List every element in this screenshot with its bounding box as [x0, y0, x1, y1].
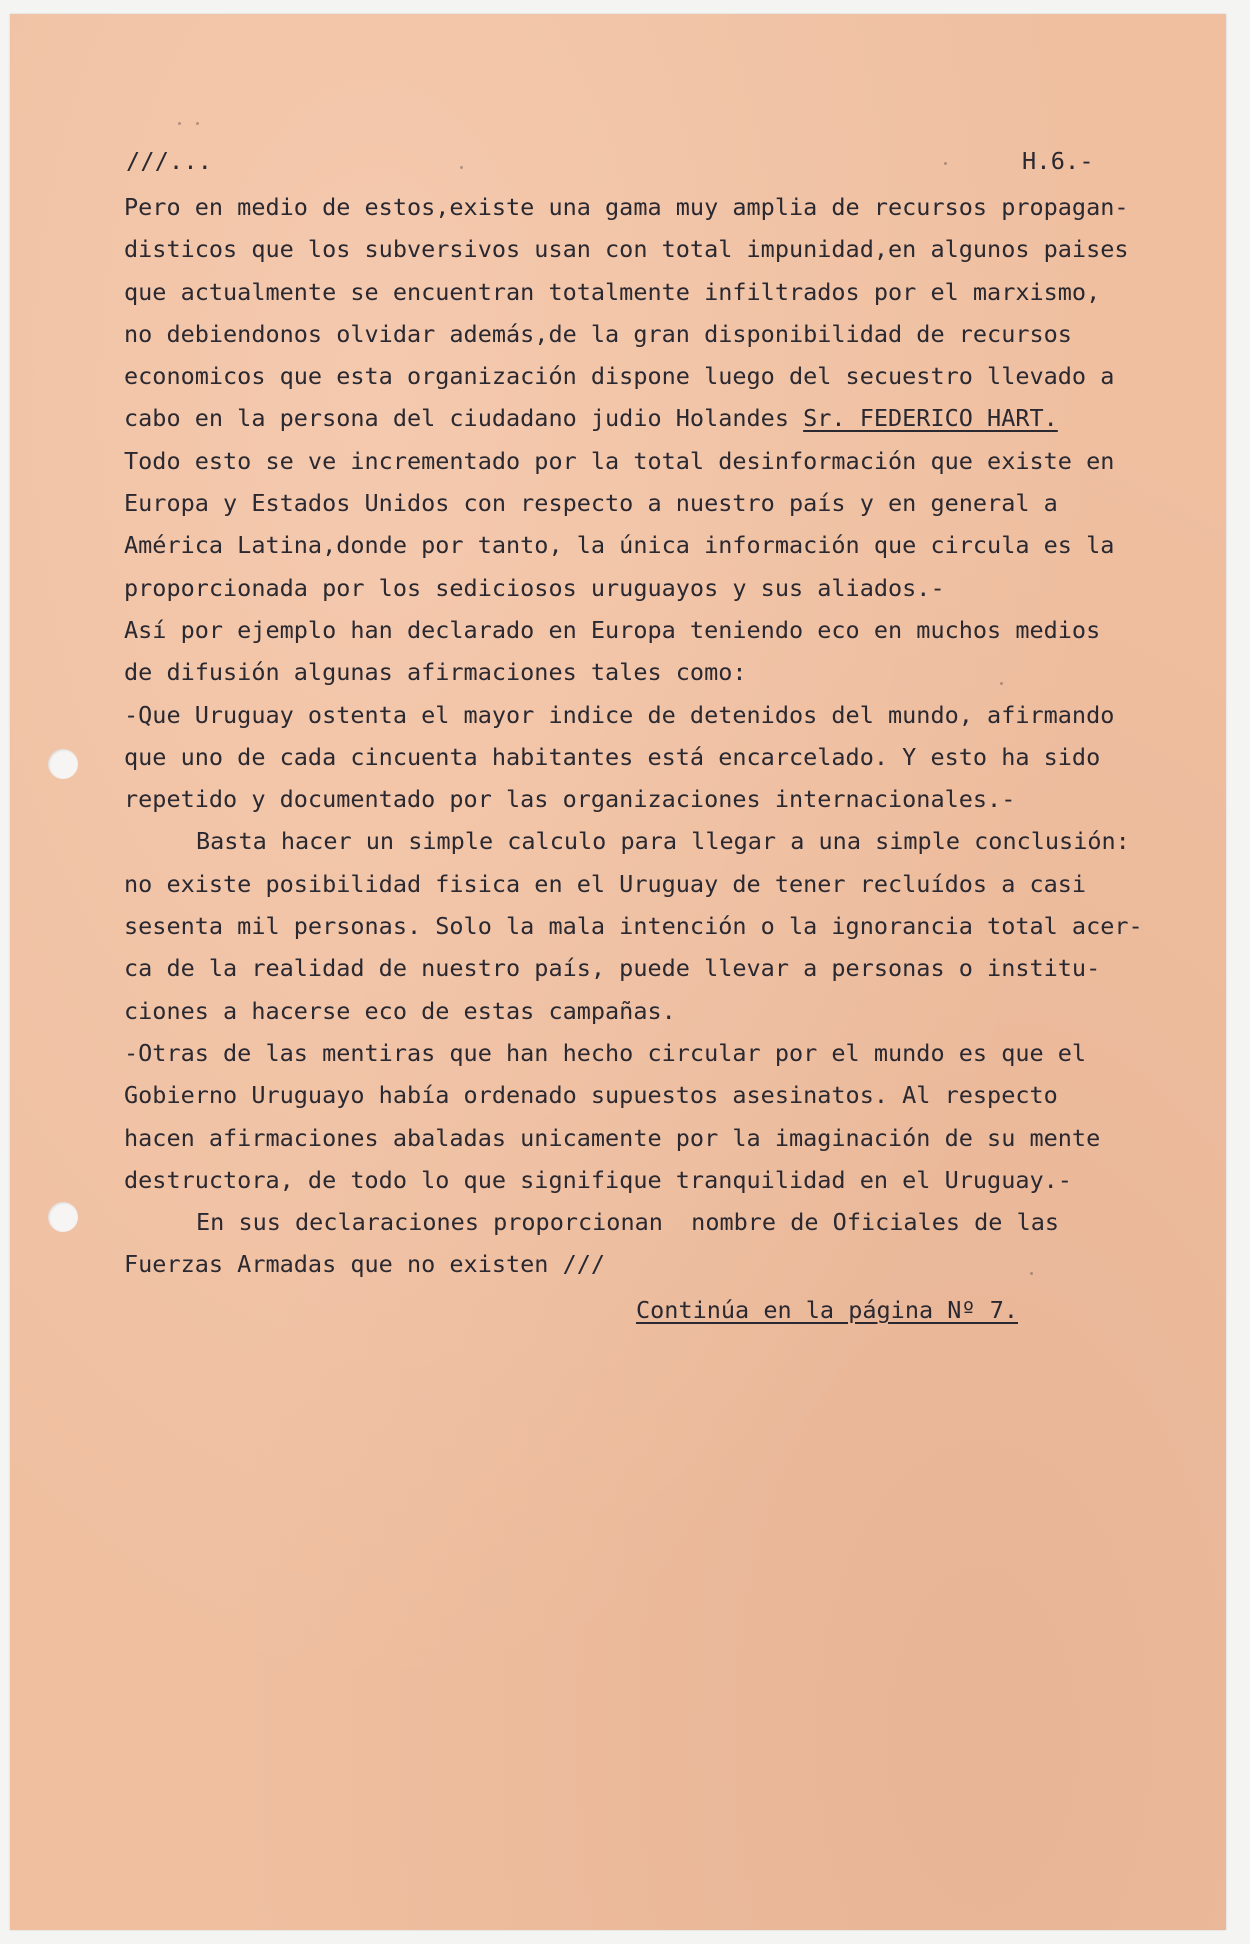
- text-line: Europa y Estados Unidos con respecto a nuestro país y en general a: [124, 489, 1058, 518]
- text-line: disticos que los subversivos usan con total impunidad,en algunos paises: [124, 235, 1129, 264]
- text-line: Así por ejemplo han declarado en Europa teniendo eco en muchos medios: [124, 615, 1101, 644]
- punch-hole: [48, 749, 78, 779]
- punch-hole: [48, 1202, 78, 1232]
- continuation-marker: ///...: [126, 147, 213, 175]
- text-line: En sus declaraciones proporcionan nombre de Oficiales de las: [196, 1208, 1060, 1237]
- text-line: Todo esto se ve incrementado por la total desinformación que existe en: [124, 446, 1115, 475]
- text-line: sesenta mil personas. Solo la mala intención o la ignorancia total acer-: [124, 912, 1143, 941]
- text-line: hacen afirmaciones abaladas unicamente por la imaginación de su mente: [124, 1123, 1101, 1152]
- continuation-note: Continúa en la página Nº 7.: [636, 1296, 1019, 1324]
- text-line: no debiendonos olvidar además,de la gran disponibilidad de recursos: [124, 319, 1072, 348]
- text-line: cabo en la persona del ciudadano judio Holandes: [124, 404, 804, 433]
- underlined-name: Sr. FEDERICO HART.: [803, 404, 1058, 433]
- text-line: de difusión algunas afirmaciones tales como:: [124, 658, 747, 687]
- paper-speck: [178, 122, 181, 125]
- text-line: ciones a hacerse eco de estas campañas.: [124, 996, 676, 1025]
- text-line: Pero en medio de estos,existe una gama muy amplia de recursos propagan-: [124, 193, 1129, 221]
- text-line: que actualmente se encuentran totalmente infiltrados por el marxismo,: [124, 277, 1101, 306]
- text-line-with-name: [124, 397, 1194, 439]
- paper-speck: [196, 122, 199, 125]
- text-line: proporcionada por los sediciosos uruguayos y sus aliados.-: [124, 573, 945, 602]
- paper-speck: [1000, 682, 1003, 685]
- paper-speck: [1030, 1272, 1033, 1275]
- text-line: América Latina,donde por tanto, la única información que circula es la: [124, 531, 1115, 560]
- text-line: ca de la realidad de nuestro país, puede llevar a personas o institu-: [124, 954, 1101, 983]
- text-line: destructora, de todo lo que signifique tranquilidad en el Uruguay.-: [124, 1165, 1072, 1194]
- paper-speck: [460, 166, 463, 169]
- page-number: H.6.-: [1022, 147, 1094, 175]
- body-text: [124, 186, 1194, 1286]
- text-line: repetido y documentado por las organizaciones internacionales.-: [124, 785, 1016, 814]
- text-line: -Otras de las mentiras que han hecho circular por el mundo es que el: [124, 1038, 1087, 1067]
- text-line: Gobierno Uruguayo había ordenado supuestos asesinatos. Al respecto: [124, 1081, 1058, 1110]
- text-line: que uno de cada cincuenta habitantes está encarcelado. Y esto ha sido: [124, 742, 1101, 771]
- text-line: no existe posibilidad fisica en el Uruguay de tener recluídos a casi: [124, 869, 1087, 898]
- text-line: economicos que esta organización dispone luego del secuestro llevado a: [124, 362, 1115, 391]
- paper-speck: [944, 162, 947, 165]
- text-line: Fuerzas Armadas que no existen ///: [124, 1250, 606, 1279]
- text-line: -Que Uruguay ostenta el mayor indice de detenidos del mundo, afirmando: [124, 700, 1115, 729]
- text-line: Basta hacer un simple calculo para llegar a una simple conclusión:: [196, 827, 1130, 856]
